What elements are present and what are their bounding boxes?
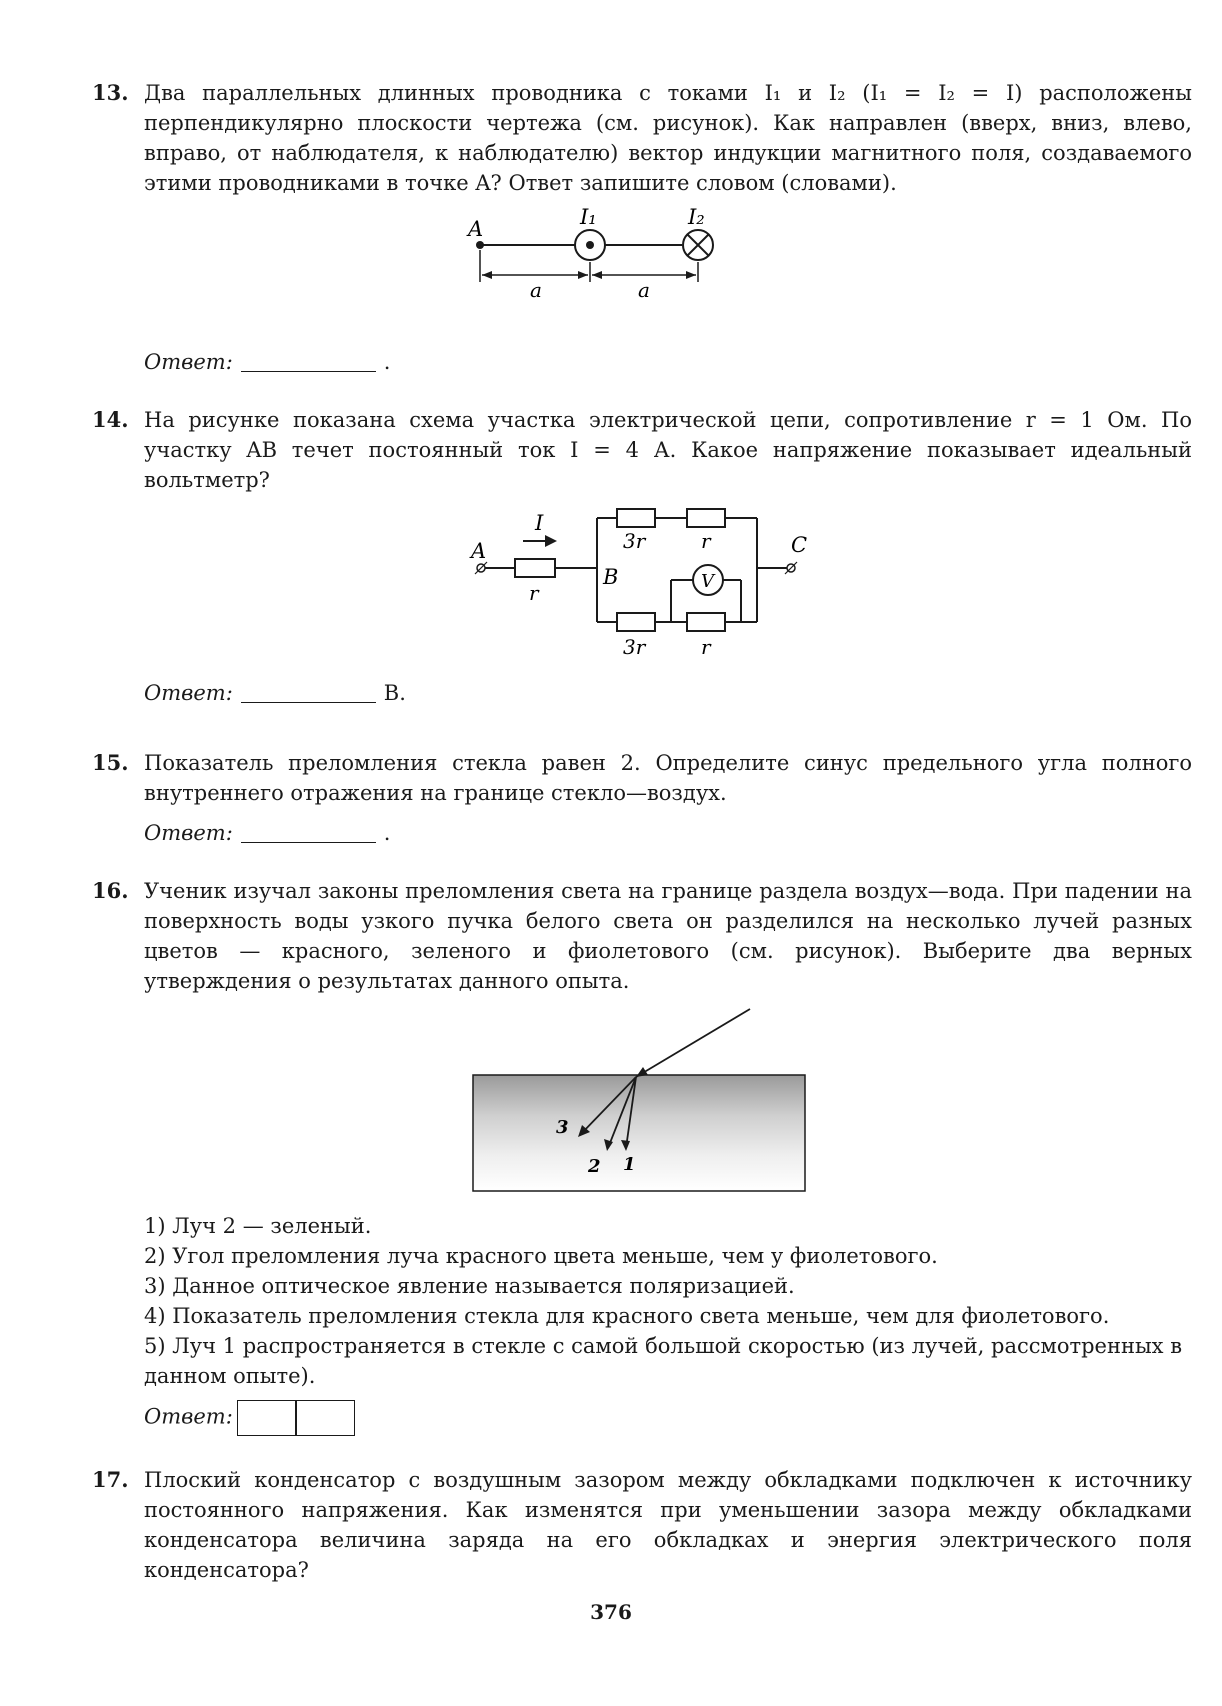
q13-figure	[460, 200, 740, 300]
label-current-i: I	[535, 511, 544, 535]
answer-blank[interactable]	[241, 842, 376, 843]
question-number: 15.	[92, 750, 129, 775]
q16-options	[144, 1211, 1194, 1391]
label-b: B	[603, 565, 619, 589]
question-16	[92, 876, 1192, 996]
question-text: Ученик изучал законы преломления света на границе раздела воздух—вода. При падении на поверхность воды узкого пучка белого света он разделился на несколько лучей разных цветов — красного, зеленого и фиолетового (см. рисунок). Выберите два верных утверждения о результатах данного опыта.	[144, 879, 1192, 993]
answer-label: Ответ:	[144, 1404, 233, 1429]
label-r-top: r	[701, 529, 711, 553]
question-number: 13.	[92, 80, 129, 105]
answer-label: Ответ:	[144, 681, 233, 705]
label-a-distance-1: a	[530, 278, 542, 300]
question-17	[92, 1465, 1192, 1585]
label-c: C	[791, 533, 808, 557]
q13-answer	[144, 350, 390, 374]
incident-ray	[636, 1009, 750, 1077]
label-3r-bottom: 3r	[623, 635, 646, 659]
option-4[interactable]: 4) Показатель преломления стекла для красного света меньше, чем для фиолетового.	[144, 1304, 1110, 1328]
label-a: A	[468, 217, 484, 241]
answer-label: Ответ:	[144, 350, 233, 374]
label-a: A	[471, 539, 487, 563]
q15-answer	[144, 821, 390, 845]
resistor-r-bottom	[687, 613, 725, 631]
label-r-input: r	[529, 581, 539, 605]
label-3r-top: 3r	[623, 529, 646, 553]
question-text: Показатель преломления стекла равен 2. Определите синус предельного угла полного внутреннего отражения на границе стекло—воздух.	[144, 751, 1192, 805]
question-text: Два параллельных длинных проводника с токами I₁ и I₂ (I₁ = I₂ = I) расположены перпендикулярно плоскости чертежа (см. рисунок). Как направлен (вверх, вниз, влево, вправо, от наблюдателя, к наблюдателю) вектор индукции магнитного поля, создаваемого этими проводниками в точке A? Ответ запишите словом (словами).	[144, 81, 1192, 195]
question-number: 17.	[92, 1467, 129, 1492]
resistor-r-top	[687, 509, 725, 527]
answer-box-2[interactable]	[295, 1400, 355, 1436]
question-13	[92, 78, 1192, 198]
label-a-distance-2: a	[638, 278, 650, 300]
answer-box-1[interactable]	[237, 1400, 297, 1436]
q16-figure	[470, 1005, 810, 1205]
resistor-r-input	[515, 559, 555, 577]
label-ray-2: 2	[588, 1156, 601, 1177]
answer-suffix: .	[383, 350, 391, 374]
option-3[interactable]: 3) Данное оптическое явление называется поляризацией.	[144, 1274, 795, 1298]
resistor-3r-bottom	[617, 613, 655, 631]
q14-answer	[144, 681, 406, 705]
option-2[interactable]: 2) Угол преломления луча красного цвета меньше, чем у фиолетового.	[144, 1244, 938, 1268]
current-out-dot	[586, 241, 594, 249]
question-number: 14.	[92, 407, 129, 432]
resistor-3r-top	[617, 509, 655, 527]
answer-blank[interactable]	[241, 702, 376, 703]
option-5[interactable]: 5) Луч 1 распространяется в стекле с самой большой скоростью (из лучей, рассмотренных в данном опыте).	[144, 1334, 1183, 1388]
question-14	[92, 405, 1192, 495]
label-i1: I₁	[580, 205, 597, 229]
water-region	[473, 1075, 805, 1191]
answer-blank[interactable]	[241, 371, 376, 372]
question-15	[92, 748, 1192, 808]
label-r-bottom: r	[701, 635, 711, 659]
option-1[interactable]: 1) Луч 2 — зеленый.	[144, 1214, 372, 1238]
answer-suffix: В.	[383, 681, 406, 705]
label-i2: I₂	[688, 205, 705, 229]
label-ray-1: 1	[623, 1154, 636, 1175]
question-number: 16.	[92, 878, 129, 903]
page-number: 376	[590, 1600, 632, 1624]
answer-label: Ответ:	[144, 821, 233, 845]
question-text: На рисунке показана схема участка электрической цепи, сопротивление r = 1 Ом. По участку AB течет постоянный ток I = 4 А. Какое напряжение показывает идеальный вольтметр?	[144, 408, 1192, 492]
answer-suffix: .	[383, 821, 391, 845]
label-ray-3: 3	[556, 1117, 569, 1138]
q14-circuit	[465, 500, 825, 660]
q16-answer	[144, 1400, 355, 1436]
question-text: Плоский конденсатор с воздушным зазором между обкладками подключен к источнику постоянного напряжения. Как изменятся при уменьшении зазора между обкладками конденсатора величина заряда на его обкладках и энергия электрического поля конденсатора?	[144, 1468, 1192, 1582]
voltmeter-label: V	[701, 571, 714, 592]
point-a	[476, 241, 484, 249]
